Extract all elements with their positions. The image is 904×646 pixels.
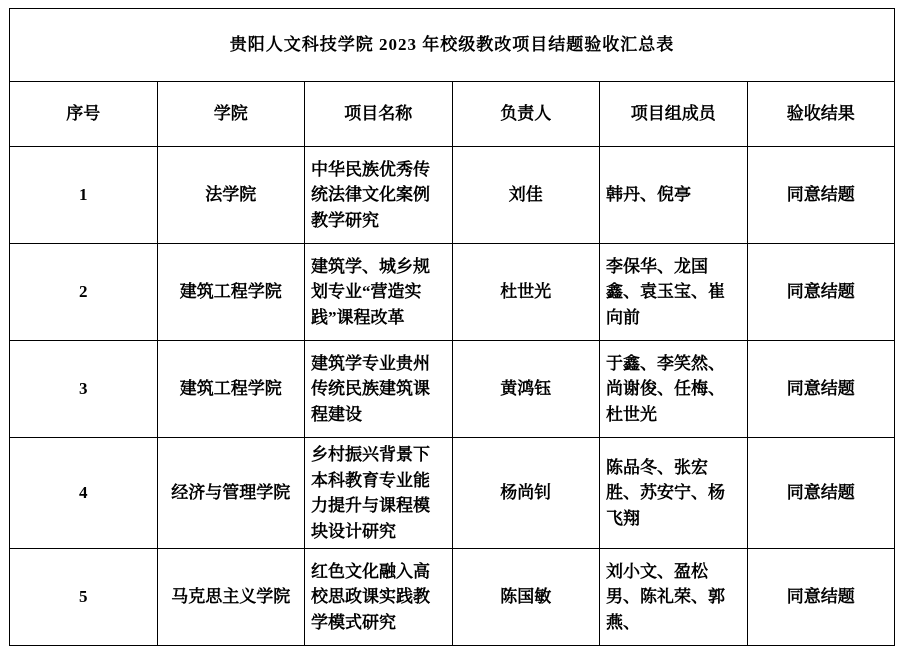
cell-project-name: 建筑学专业贵州传统民族建筑课程建设 xyxy=(305,341,453,438)
cell-college: 经济与管理学院 xyxy=(157,438,305,549)
cell-seq: 4 xyxy=(10,438,158,549)
cell-college: 马克思主义学院 xyxy=(157,549,305,646)
table-row xyxy=(10,244,895,341)
column-header-project-name: 项目名称 xyxy=(305,82,453,147)
cell-project-name: 建筑学、城乡规划专业“营造实践”课程改革 xyxy=(305,244,453,341)
column-header-members: 项目组成员 xyxy=(600,82,748,147)
cell-result: 同意结题 xyxy=(747,147,895,244)
cell-members: 刘小文、盈松男、陈礼荣、郭燕、 xyxy=(600,549,748,646)
cell-result: 同意结题 xyxy=(747,341,895,438)
cell-college: 建筑工程学院 xyxy=(157,244,305,341)
cell-project-name: 红色文化融入高校思政课实践教学模式研究 xyxy=(305,549,453,646)
page-title: 贵阳人文科技学院 2023 年校级教改项目结题验收汇总表 xyxy=(10,9,895,82)
cell-leader: 陈国敏 xyxy=(452,549,600,646)
cell-college: 法学院 xyxy=(157,147,305,244)
cell-members: 韩丹、倪亭 xyxy=(600,147,748,244)
column-header-result: 验收结果 xyxy=(747,82,895,147)
cell-project-name: 乡村振兴背景下本科教育专业能力提升与课程模块设计研究 xyxy=(305,438,453,549)
title-row xyxy=(10,9,895,82)
cell-project-name: 中华民族优秀传统法律文化案例教学研究 xyxy=(305,147,453,244)
cell-members: 于鑫、李笑然、尚谢俊、任梅、杜世光 xyxy=(600,341,748,438)
cell-college: 建筑工程学院 xyxy=(157,341,305,438)
table-header-row xyxy=(10,82,895,147)
document-page xyxy=(0,8,904,641)
cell-leader: 黄鸿钰 xyxy=(452,341,600,438)
cell-result: 同意结题 xyxy=(747,438,895,549)
column-header-seq: 序号 xyxy=(10,82,158,147)
cell-seq: 3 xyxy=(10,341,158,438)
cell-result: 同意结题 xyxy=(747,549,895,646)
cell-leader: 杨尚钊 xyxy=(452,438,600,549)
table-row xyxy=(10,549,895,646)
cell-seq: 1 xyxy=(10,147,158,244)
summary-table xyxy=(9,8,895,646)
table-row xyxy=(10,147,895,244)
cell-leader: 刘佳 xyxy=(452,147,600,244)
cell-members: 李保华、龙国鑫、袁玉宝、崔向前 xyxy=(600,244,748,341)
cell-leader: 杜世光 xyxy=(452,244,600,341)
column-header-leader: 负责人 xyxy=(452,82,600,147)
cell-result: 同意结题 xyxy=(747,244,895,341)
cell-seq: 2 xyxy=(10,244,158,341)
cell-members: 陈品冬、张宏胜、苏安宁、杨飞翔 xyxy=(600,438,748,549)
table-row xyxy=(10,341,895,438)
table-row xyxy=(10,438,895,549)
cell-seq: 5 xyxy=(10,549,158,646)
column-header-college: 学院 xyxy=(157,82,305,147)
